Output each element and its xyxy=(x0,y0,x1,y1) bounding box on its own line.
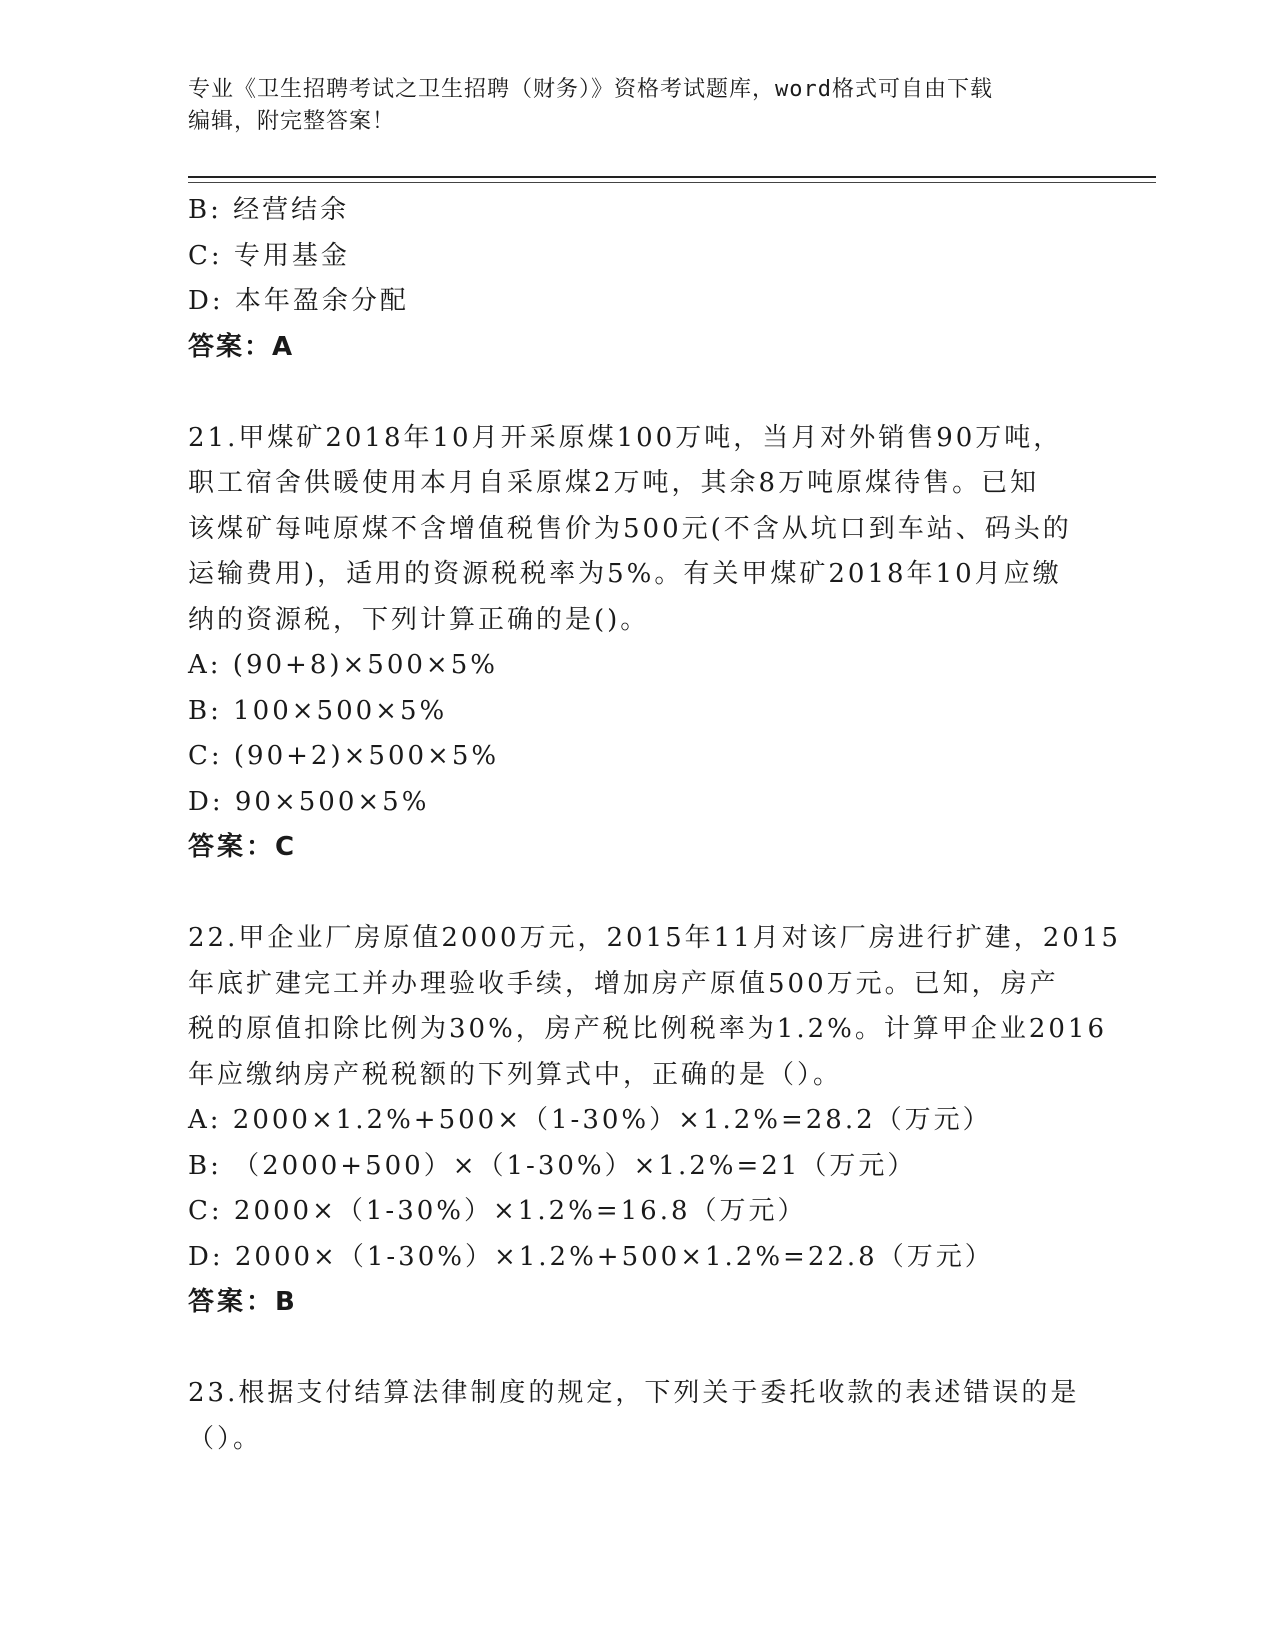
header-divider-thick xyxy=(188,176,1156,178)
option-b: B: 100×500×5% xyxy=(188,695,448,726)
document-header xyxy=(188,74,1088,138)
prev-question xyxy=(188,188,1088,370)
question-text-line: 22.甲企业厂房原值2000万元，2015年11月对该厂房进行扩建，2015 xyxy=(188,923,1121,953)
question-21 xyxy=(188,416,1088,871)
option-c: C: 专用基金 xyxy=(188,240,350,271)
answer: 答案：A xyxy=(188,331,295,362)
document-body xyxy=(188,188,1121,1462)
question-text-line: 年应缴纳房产税税额的下列算式中，正确的是（）。 xyxy=(188,1059,843,1090)
question-text-line: 年底扩建完工并办理验收手续，增加房产原值500万元。已知，房产 xyxy=(188,968,1059,999)
option-d: D: 90×500×5% xyxy=(188,786,430,817)
question-text-line: 21.甲煤矿2018年10月开采原煤100万吨，当月对外销售90万吨， xyxy=(188,422,1063,453)
option-b: B: 经营结余 xyxy=(188,195,350,225)
option-d: D: 本年盈余分配 xyxy=(188,286,409,316)
option-d: D: 2000×（1-30%）×1.2%+500×1.2%=22.8（万元） xyxy=(188,1241,994,1272)
spacer xyxy=(188,1326,1088,1372)
option-b: B: （2000+500）×（1-30%）×1.2%=21（万元） xyxy=(188,1150,917,1181)
header-divider-thin xyxy=(188,182,1156,183)
option-a: A: 2000×1.2%+500×（1-30%）×1.2%=28.2（万元） xyxy=(188,1105,992,1135)
header-line-2: 编辑，附完整答案！ xyxy=(188,109,396,134)
option-a: A: (90+8)×500×5% xyxy=(188,650,498,680)
question-23 xyxy=(188,1371,1088,1462)
answer: 答案：B xyxy=(188,1287,298,1317)
question-text-line: 职工宿舍供暖使用本月自采原煤2万吨，其余8万吨原煤待售。已知 xyxy=(188,468,1040,498)
question-text-line: 纳的资源税，下列计算正确的是()。 xyxy=(188,604,650,635)
question-text-line: 该煤矿每吨原煤不含增值税售价为500元(不含从坑口到车站、码头的 xyxy=(188,513,1072,544)
question-text-line: （）。 xyxy=(188,1423,263,1454)
question-text-line: 运输费用)，适用的资源税税率为5%。有关甲煤矿2018年10月应缴 xyxy=(188,559,1062,589)
option-c: C: 2000×（1-30%）×1.2%=16.8（万元） xyxy=(188,1196,807,1226)
spacer xyxy=(188,370,1088,416)
question-22 xyxy=(188,916,1121,1326)
header-line-1: 专业《卫生招聘考试之卫生招聘（财务）》资格考试题库，word格式可自由下载 xyxy=(188,77,993,102)
question-text-line: 23.根据支付结算法律制度的规定，下列关于委托收款的表述错误的是 xyxy=(188,1378,1080,1408)
option-c: C: (90+2)×500×5% xyxy=(188,741,500,771)
spacer xyxy=(188,871,1088,917)
question-text-line: 税的原值扣除比例为30%，房产税比例税率为1.2%。计算甲企业2016 xyxy=(188,1014,1108,1044)
answer: 答案：C xyxy=(188,832,298,862)
